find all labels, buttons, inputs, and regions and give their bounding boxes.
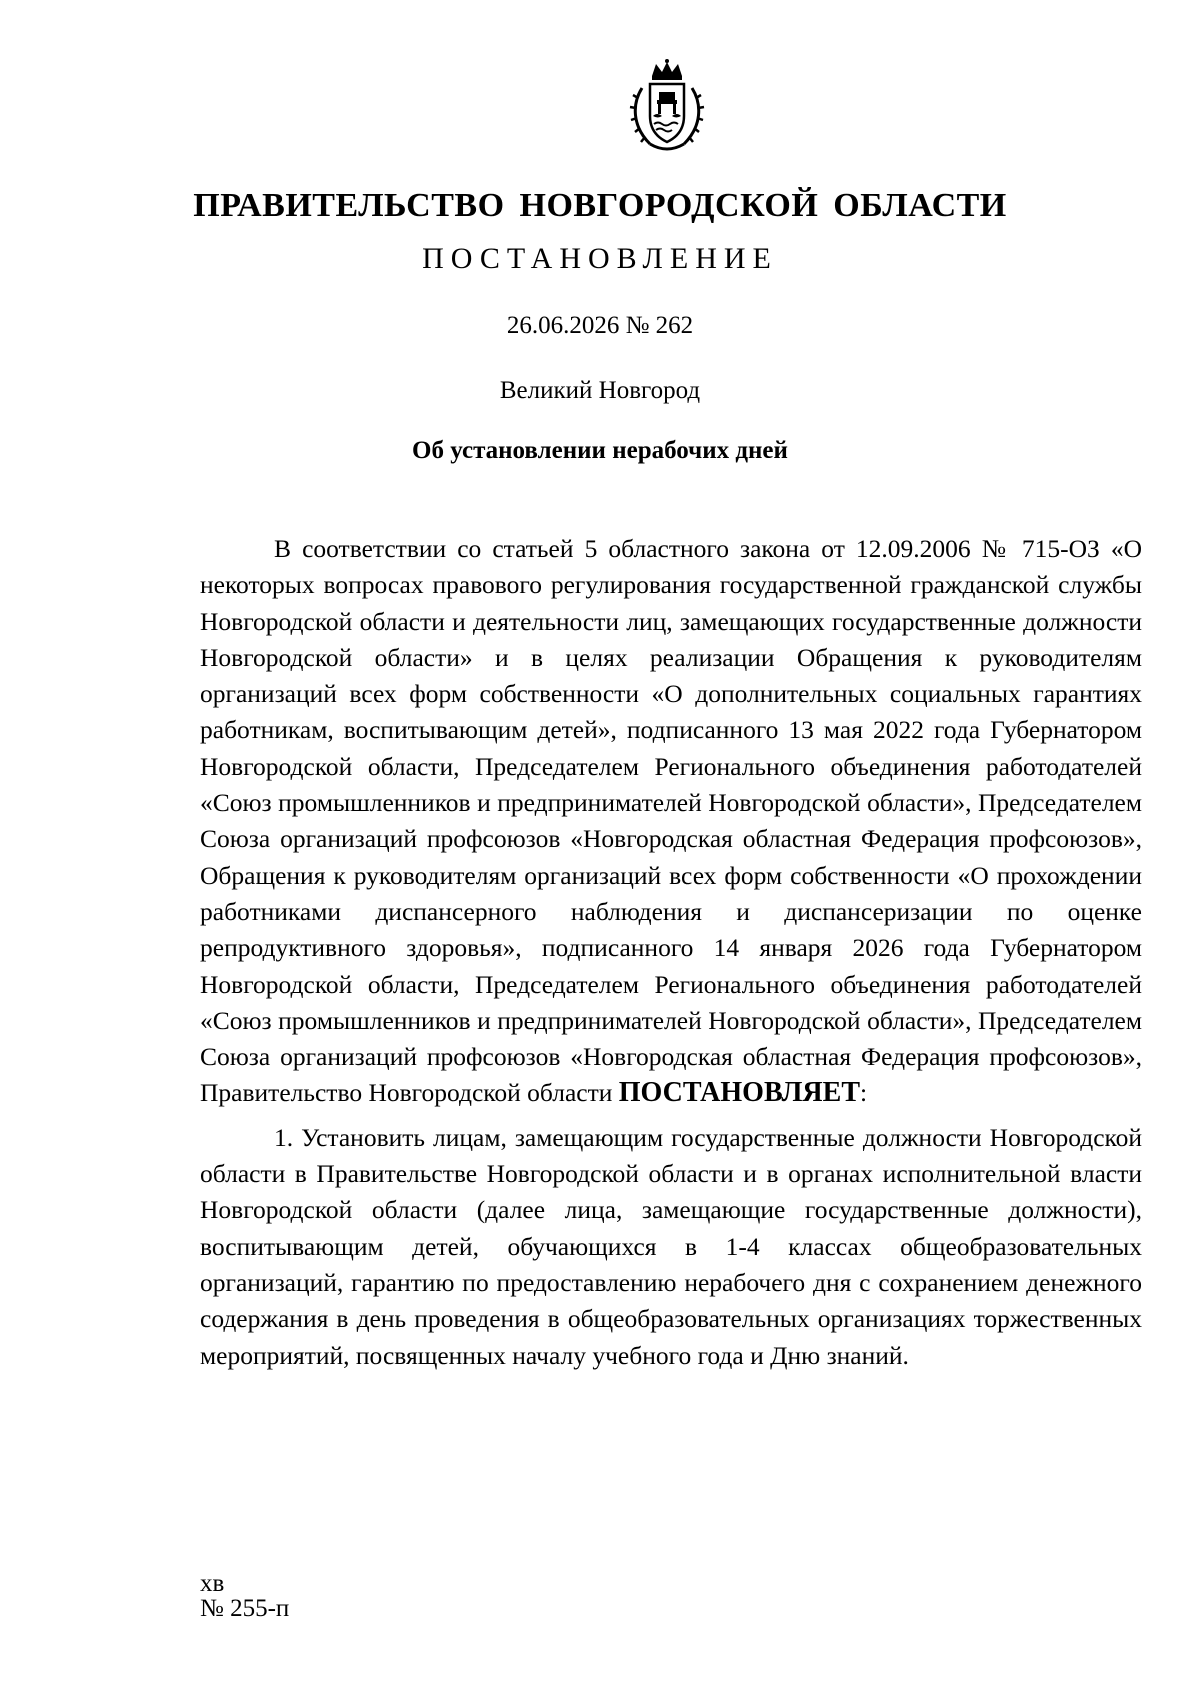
document-city: Великий Новгород: [499, 377, 701, 404]
decree-colon: :: [860, 1078, 868, 1108]
document-date-number: 26.06.2026 № 262: [506, 312, 694, 339]
document-type: ПОСТАНОВЛЕНИЕ: [422, 242, 778, 275]
executor-initials: хв: [200, 1570, 225, 1597]
preamble-text: В соответствии со статьей 5 областного закона от 12.09.2006 № 715-ОЗ «О некоторых вопросах правового регулирования государственной гражданской службы Новгородской области и деятельности лиц, замещающих государственные должности Новгородской области» и в целях реализации Обращения к руководителям организаций всех форм собственности «О дополнительных социальных гарантиях работникам, воспитывающим детей», подписанного 13 мая 2022 года Губернатором Новгородской области, Председателем Регионального объединения работодателей «Союз промышленников и предпринимателей Новгородской области», Председателем Союза организаций профсоюзов «Новгородская областная Федерация профсоюзов», Обращения к руководителям организаций всех форм собственности «О прохождении работниками диспансерного наблюдения и диспансеризации по оценке репродуктивного здоровья», подписанного 14 января 2026 года Губернатором Новгородской области, Председателем Регионального объединения работодателей «Союз промышленников и предпринимателей Новгородской области», Председателем Союза организаций профсоюзов «Новгородская областная Федерация профсоюзов», Правительство Новгородской области: [200, 534, 1142, 1108]
reference-number: № 255-п: [200, 1595, 290, 1622]
government-title: ПРАВИТЕЛЬСТВО НОВГОРОДСКОЙ ОБЛАСТИ: [193, 187, 1007, 224]
coat-of-arms-icon: [628, 58, 706, 154]
decree-word: ПОСТАНОВЛЯЕТ: [618, 1077, 860, 1109]
point-1-paragraph: 1. Установить лицам, замещающим государственные должности Новгородской области в Правительстве Новгородской области и в органах исполнительной власти Новгородской области (далее лица, замещающие государственные должности), воспитывающим детей, обучающихся в 1-4 классах общеобразовательных организаций, гарантию по предоставлению нерабочего дня с сохранением денежного содержания в день проведения в общеобразовательных организациях торжественных мероприятий, посвященных началу учебного года и Дню знаний.: [200, 1122, 1142, 1370]
document-subject: Об установлении нерабочих дней: [412, 437, 788, 464]
document-footer: [200, 1571, 289, 1621]
document-body: [200, 531, 1142, 1374]
preamble-paragraph: [200, 531, 1142, 1112]
